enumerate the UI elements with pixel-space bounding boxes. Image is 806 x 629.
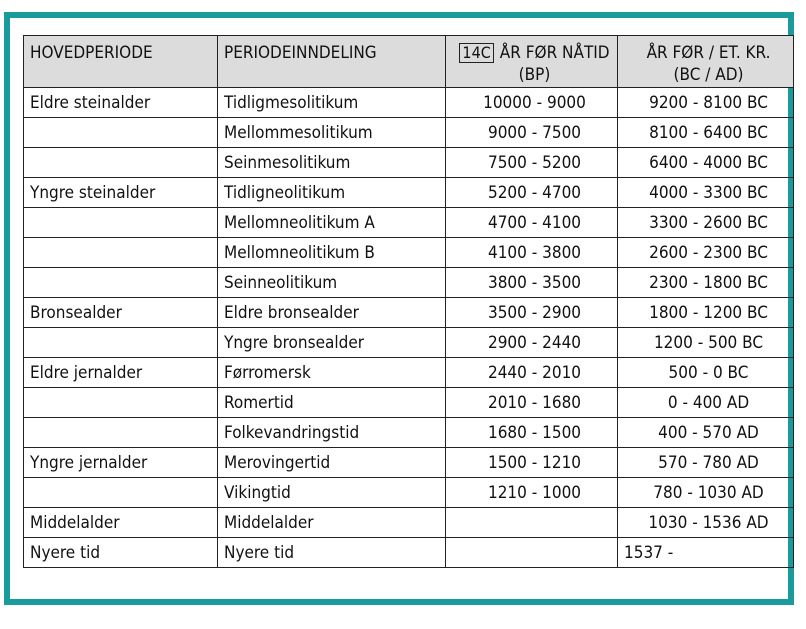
header-subperiod: PERIODEINNDELING (218, 36, 446, 88)
bc-cell: 6400 - 4000 BC (618, 148, 794, 178)
bc-cell: 1200 - 500 BC (618, 328, 794, 358)
bp-cell: 1500 - 1210 (446, 448, 618, 478)
subperiod-cell: Seinmesolitikum (218, 148, 446, 178)
header-bp (446, 36, 618, 88)
period-cell (24, 418, 218, 448)
subperiod-cell: Nyere tid (218, 538, 446, 568)
bp-cell: 3500 - 2900 (446, 298, 618, 328)
period-cell: Nyere tid (24, 538, 218, 568)
bp-cell: 2440 - 2010 (446, 358, 618, 388)
period-cell (24, 208, 218, 238)
bc-cell: 2600 - 2300 BC (618, 238, 794, 268)
period-cell: Eldre jernalder (24, 358, 218, 388)
subperiod-cell: Eldre bronsealder (218, 298, 446, 328)
bc-cell: 0 - 400 AD (618, 388, 794, 418)
bp-cell (446, 508, 618, 538)
bc-cell: 1030 - 1536 AD (618, 508, 794, 538)
c14-badge: 14C (459, 43, 493, 63)
bc-cell: 3300 - 2600 BC (618, 208, 794, 238)
bp-cell: 5200 - 4700 (446, 178, 618, 208)
bc-cell: 1800 - 1200 BC (618, 298, 794, 328)
table-row (24, 448, 794, 478)
table-row (24, 118, 794, 148)
subperiod-cell: Førromersk (218, 358, 446, 388)
subperiod-cell: Mellommesolitikum (218, 118, 446, 148)
table-row (24, 328, 794, 358)
header-bp-line1: ÅR FØR NÅTID (499, 43, 610, 63)
header-bp-line2: (BP) (518, 65, 551, 85)
table-row (24, 478, 794, 508)
subperiod-cell: Vikingtid (218, 478, 446, 508)
bc-cell: 780 - 1030 AD (618, 478, 794, 508)
table-row (24, 148, 794, 178)
table-row (24, 268, 794, 298)
bp-cell: 2900 - 2440 (446, 328, 618, 358)
bc-cell: 570 - 780 AD (618, 448, 794, 478)
table-row (24, 418, 794, 448)
bc-cell: 2300 - 1800 BC (618, 268, 794, 298)
table-row (24, 178, 794, 208)
period-cell (24, 148, 218, 178)
period-cell (24, 328, 218, 358)
bp-cell (446, 538, 618, 568)
header-bc (618, 36, 794, 88)
bp-cell: 4700 - 4100 (446, 208, 618, 238)
bp-cell: 9000 - 7500 (446, 118, 618, 148)
chronology-table (23, 35, 794, 568)
bc-cell: 500 - 0 BC (618, 358, 794, 388)
table-row (24, 88, 794, 118)
header-bc-line1: ÅR FØR / ET. KR. (646, 43, 771, 63)
subperiod-cell: Seinneolitikum (218, 268, 446, 298)
subperiod-cell: Mellomneolitikum B (218, 238, 446, 268)
subperiod-cell: Middelalder (218, 508, 446, 538)
table-row (24, 298, 794, 328)
subperiod-cell: Tidligneolitikum (218, 178, 446, 208)
header-period: HOVEDPERIODE (24, 36, 218, 88)
period-cell (24, 268, 218, 298)
period-cell (24, 238, 218, 268)
bc-cell: 9200 - 8100 BC (618, 88, 794, 118)
table-row (24, 538, 794, 568)
subperiod-cell: Merovingertid (218, 448, 446, 478)
bc-cell: 8100 - 6400 BC (618, 118, 794, 148)
bc-cell: 4000 - 3300 BC (618, 178, 794, 208)
period-cell: Yngre jernalder (24, 448, 218, 478)
period-cell: Eldre steinalder (24, 88, 218, 118)
table-row (24, 508, 794, 538)
period-cell (24, 478, 218, 508)
bp-cell: 1210 - 1000 (446, 478, 618, 508)
bp-cell: 7500 - 5200 (446, 148, 618, 178)
period-cell: Bronsealder (24, 298, 218, 328)
table-frame (4, 12, 794, 605)
bp-cell: 4100 - 3800 (446, 238, 618, 268)
subperiod-cell: Yngre bronsealder (218, 328, 446, 358)
subperiod-cell: Mellomneolitikum A (218, 208, 446, 238)
bp-cell: 2010 - 1680 (446, 388, 618, 418)
header-bc-line2: (BC / AD) (673, 65, 744, 85)
subperiod-cell: Tidligmesolitikum (218, 88, 446, 118)
header-row (24, 36, 794, 88)
period-cell: Yngre steinalder (24, 178, 218, 208)
bc-cell: 1537 - (618, 538, 794, 568)
table-row (24, 358, 794, 388)
subperiod-cell: Folkevandringstid (218, 418, 446, 448)
bp-cell: 1680 - 1500 (446, 418, 618, 448)
bp-cell: 3800 - 3500 (446, 268, 618, 298)
table-row (24, 238, 794, 268)
subperiod-cell: Romertid (218, 388, 446, 418)
bp-cell: 10000 - 9000 (446, 88, 618, 118)
period-cell: Middelalder (24, 508, 218, 538)
table-row (24, 208, 794, 238)
table-row (24, 388, 794, 418)
bc-cell: 400 - 570 AD (618, 418, 794, 448)
period-cell (24, 118, 218, 148)
period-cell (24, 388, 218, 418)
